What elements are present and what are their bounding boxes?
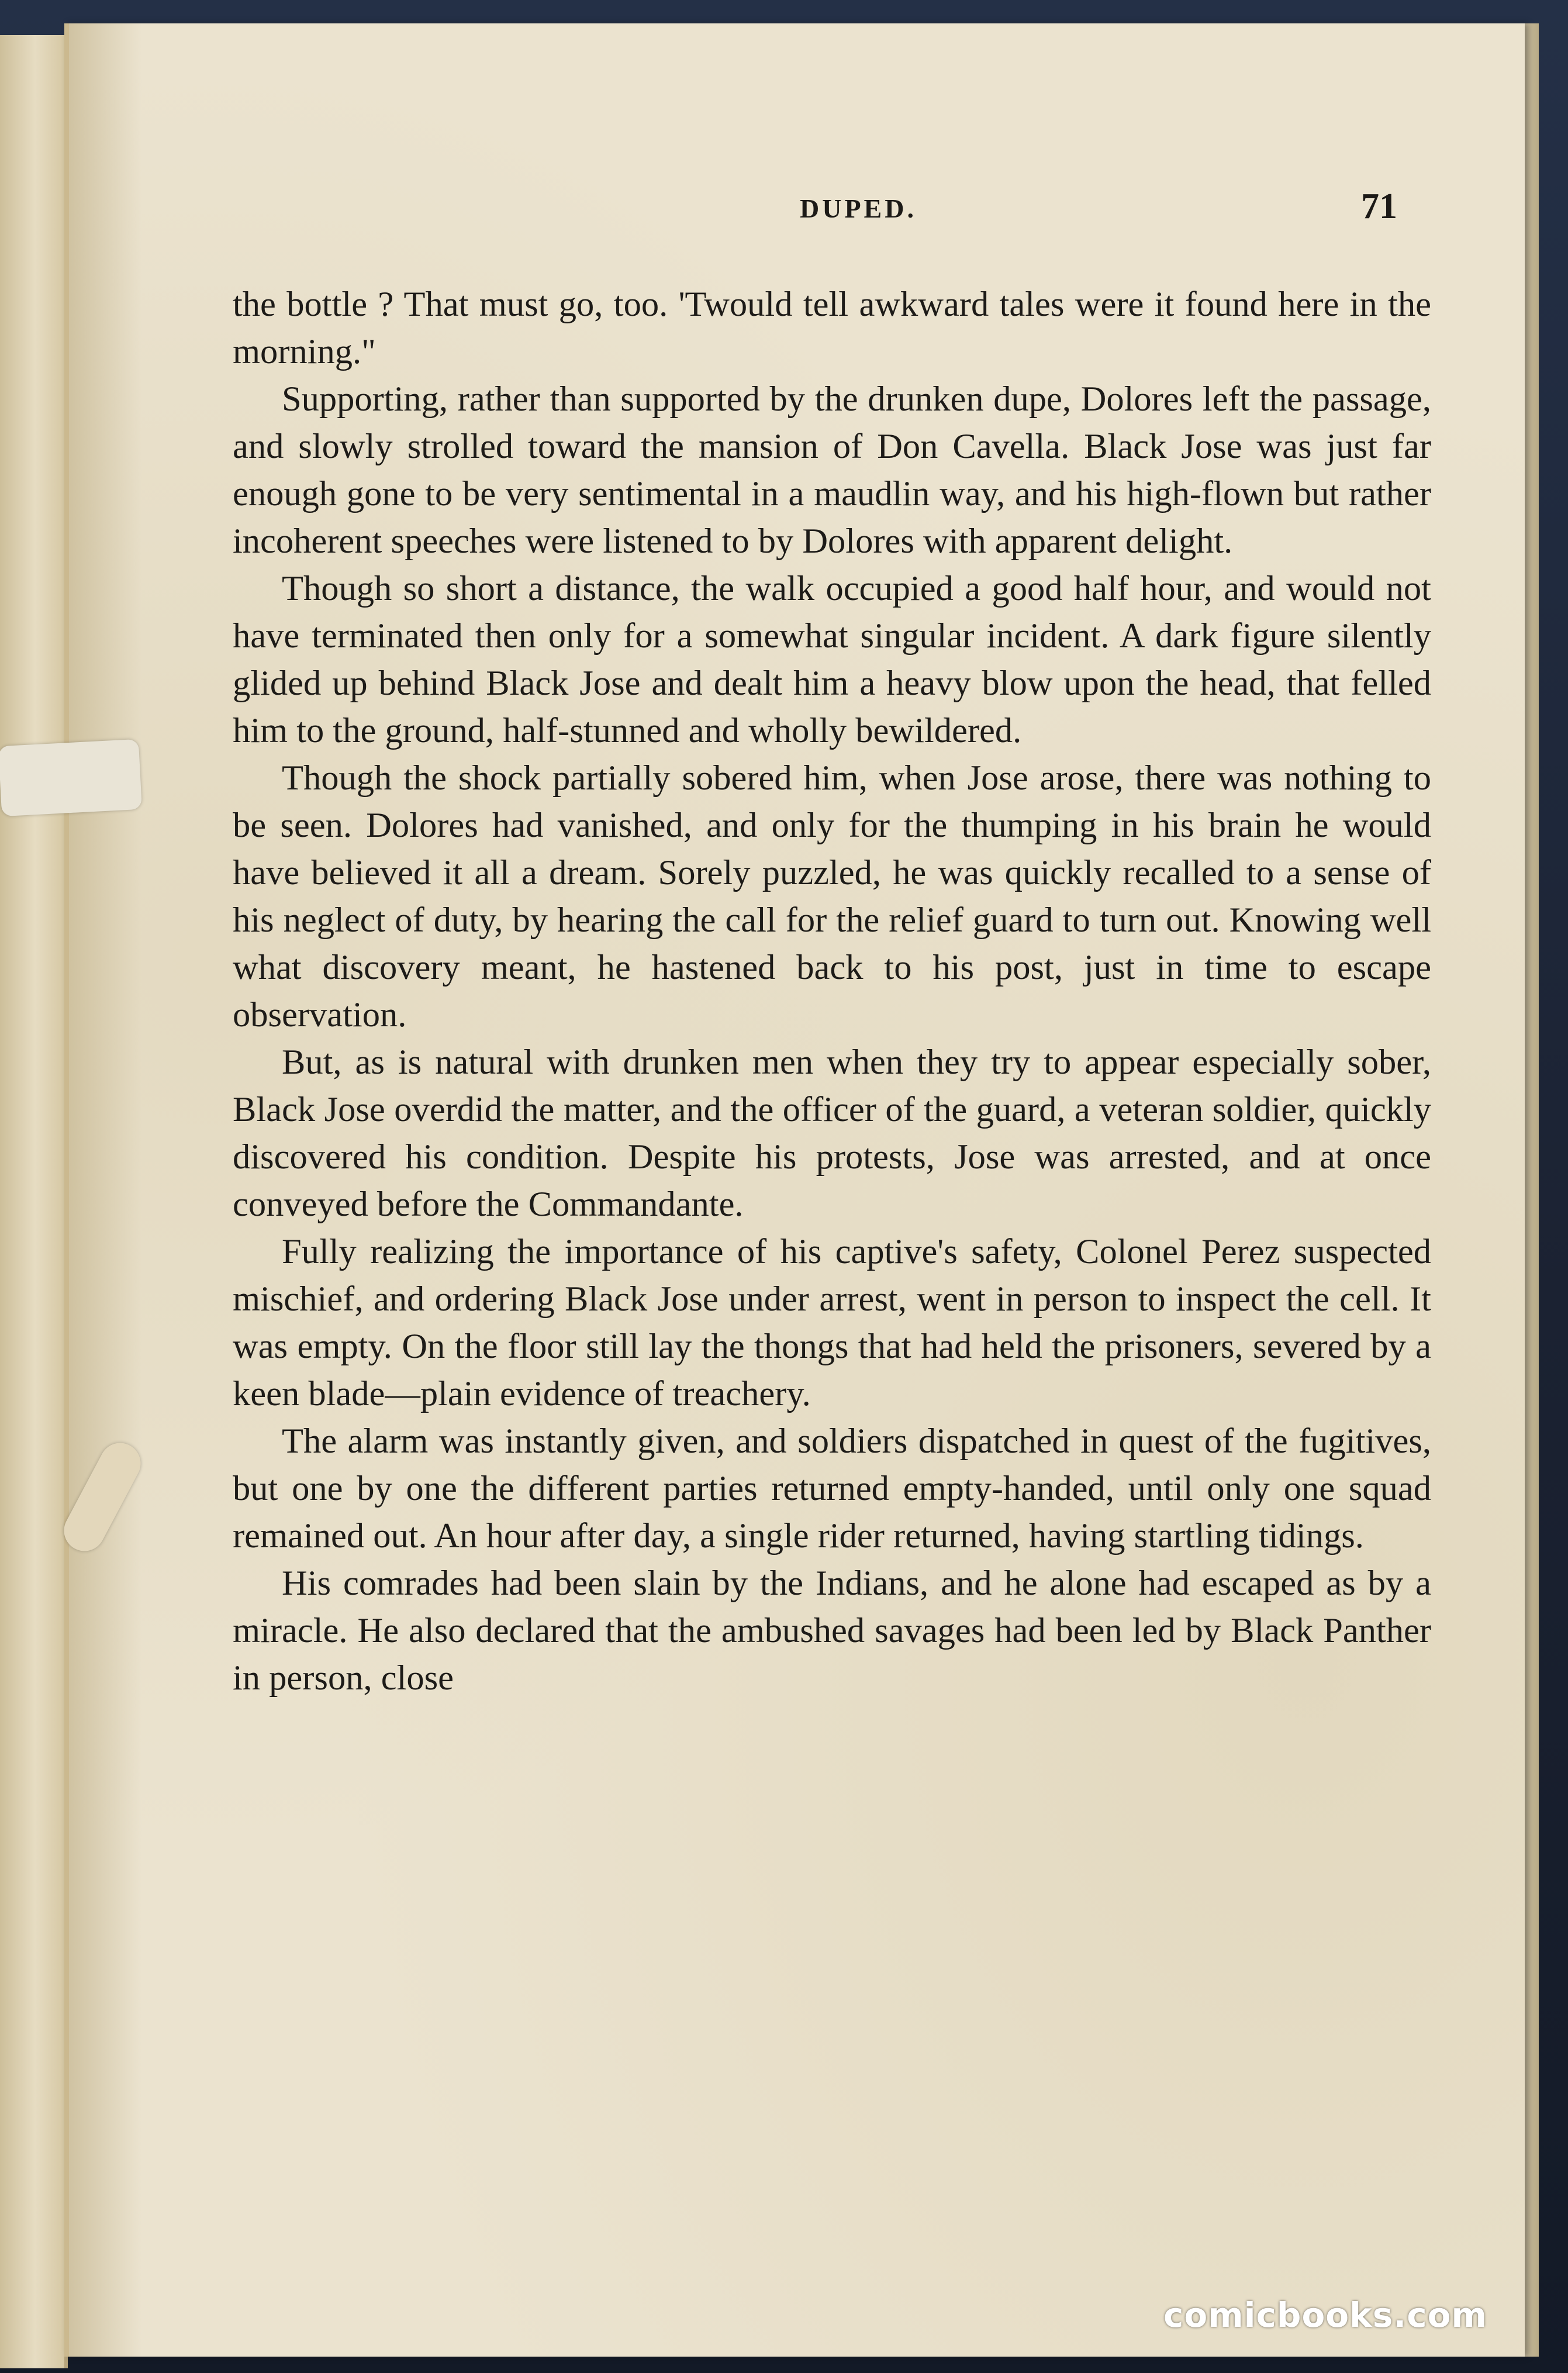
paragraph: Though the shock partially sobered him, when Jose arose, there was nothing to be seen. Dolores had vanished, and only for the thumping in his brain he would have believed it all a dream. Sorely puzzled, he was quickly recalled to a sense of his neglect of duty, by hearing the call for the relief guard to turn out. Knowing well what discovery meant, he hastened back to his post, just in time to escape observation. — [233, 758, 1431, 1034]
running-title: DUPED. — [800, 194, 917, 223]
binding-thread — [0, 739, 142, 816]
paragraph: His comrades had been slain by the Indians, and he alone had escaped as by a miracle. He also declared that the ambushed savages had been led by Black Panther in person, close — [233, 1564, 1431, 1698]
page-header — [69, 187, 1525, 240]
paragraph: The alarm was instantly given, and soldiers dispatched in quest of the fugitives, but one by one the different parties returned empty-handed, until only one squad remained out. An hour after day, a single rider returned, having startling tidings. — [233, 1422, 1431, 1555]
body-text — [233, 281, 1431, 1702]
site-watermark: comicbooks.com — [1163, 2295, 1487, 2335]
paragraph: Though so short a distance, the walk occupied a good half hour, and would not have terminated then only for a somewhat singular incident. A dark figure silently glided up behind Black Jose and dealt him a heavy blow upon the head, that felled him to the ground, half-stunned and wholly bewildered. — [233, 569, 1431, 750]
paragraph: But, as is natural with drunken men when they try to appear especially sober, Black Jose overdid the matter, and the officer of the guard, a veteran soldier, quickly discovered his condition. Despite his protests, Jose was arrested, and at once conveyed before the Commandante. — [233, 1043, 1431, 1224]
page-number: 71 — [1361, 187, 1397, 226]
book-page — [64, 23, 1525, 2357]
paragraph: Fully realizing the importance of his captive's safety, Colonel Perez suspected mischief, and ordering Black Jose under arrest, went in person to inspect the cell. It was empty. On the floor still lay the thongs that had held the prisoners, severed by a keen blade—plain evidence of treachery. — [233, 1232, 1431, 1413]
paragraph-continuation: the bottle ? That must go, too. 'Twould tell awkward tales were it found here in the morning." — [233, 285, 1431, 371]
paragraph: Supporting, rather than supported by the drunken dupe, Dolores left the passage, and slowly strolled toward the mansion of Don Cavella. Black Jose was just far enough gone to be very sentimental in a maudlin way, and his high-flown but rather incoherent speeches were listened to by Dolores with apparent delight. — [233, 380, 1431, 561]
facing-page-edge — [0, 35, 68, 2368]
